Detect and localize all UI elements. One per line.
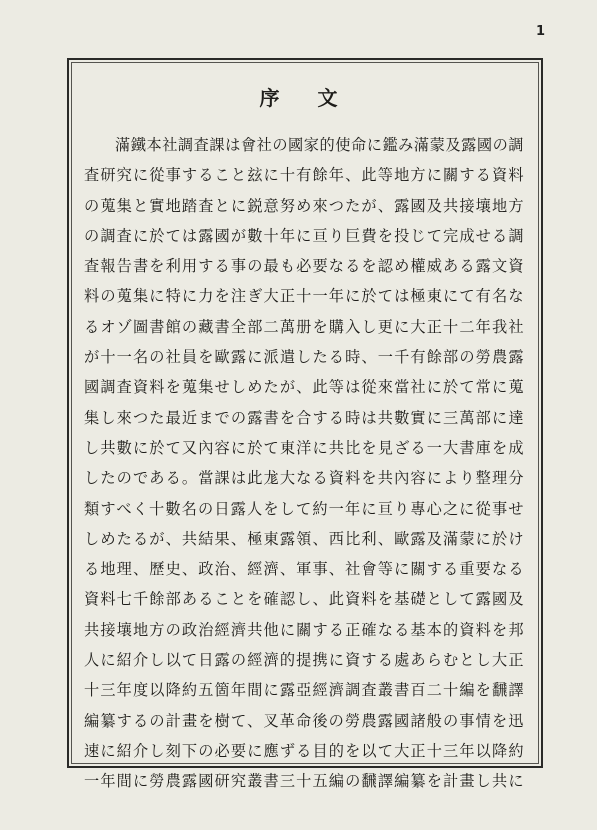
text-line: 速に紹介し刻下の必要に應ずる目的を以て大正十三年以降約 bbox=[84, 741, 524, 760]
text-line: 査研究に從事すること玆に十有餘年、此等地方に關する資料 bbox=[84, 166, 524, 185]
text-line: 編纂するの計畫を樹て、叉革命後の勞農露國諸般の事情を迅 bbox=[84, 711, 524, 730]
text-line: 集し來つた最近までの露書を合する時は共數實に三萬部に達 bbox=[84, 408, 524, 427]
text-line: 人に紹介し以て日露の經濟的提携に資する處あらむとし大正 bbox=[84, 651, 524, 670]
text-line: 滿鐵本社調査課は會社の國家的使命に鑑み滿蒙及露國の調 bbox=[115, 136, 524, 154]
page-number: 1 bbox=[536, 24, 546, 39]
text-line: 國調査資料を蒐集せしめたが、此等は從來當社に於て常に蒐 bbox=[84, 378, 524, 397]
text-line: 類すべく十數名の日露人をして約一年に亘り專心之に從事せ bbox=[84, 499, 524, 518]
text-line: が十一名の社員を歐露に派遣したる時、一千有餘部の勞農露 bbox=[84, 348, 524, 367]
text-line: 一年間に勞農露國研究叢書三十五編の飜譯編纂を計畫し共に bbox=[84, 772, 524, 791]
text-line: し共數に於て又內容に於て東洋に共比を見ざる一大書庫を成 bbox=[84, 438, 524, 457]
text-line: 資料七千餘部あることを確認し、此資料を基礎として露國及 bbox=[84, 590, 524, 609]
text-line: るオゾ圖書館の藏書全部二萬册を購入し更に大正十二年我社 bbox=[84, 317, 524, 336]
text-line: 共接壤地方の政治經濟共他に關する正確なる基本的資料を邦 bbox=[84, 620, 524, 639]
text-line: る地理、歷史、政治、經濟、軍事、社會等に關する重要なる bbox=[84, 560, 524, 579]
preface-body bbox=[84, 130, 524, 797]
text-line: しめたるが、共結果、極東露領、西比利、歐露及滿蒙に於け bbox=[84, 529, 524, 548]
text-line: 査報告書を利用する事の最も必要なるを認め權威ある露文資 bbox=[84, 257, 524, 276]
text-line: 十三年度以降約五箇年間に露亞經濟調査叢書百二十編を飜譯 bbox=[84, 681, 524, 700]
text-line: の蒐集と實地踏査とに鋭意努め來つたが、露國及共接壤地方 bbox=[84, 196, 524, 215]
text-line: したのである。當課は此尨大なる資料を共內容により整理分 bbox=[84, 469, 524, 488]
text-line: 料の蒐集に特に力を注ぎ大正十一年に於ては極東にて有名な bbox=[84, 287, 524, 306]
page-title: 序文 bbox=[259, 86, 376, 110]
text-line: の調査に於ては露國が數十年に亘り巨費を投じて完成せる調 bbox=[84, 226, 524, 245]
